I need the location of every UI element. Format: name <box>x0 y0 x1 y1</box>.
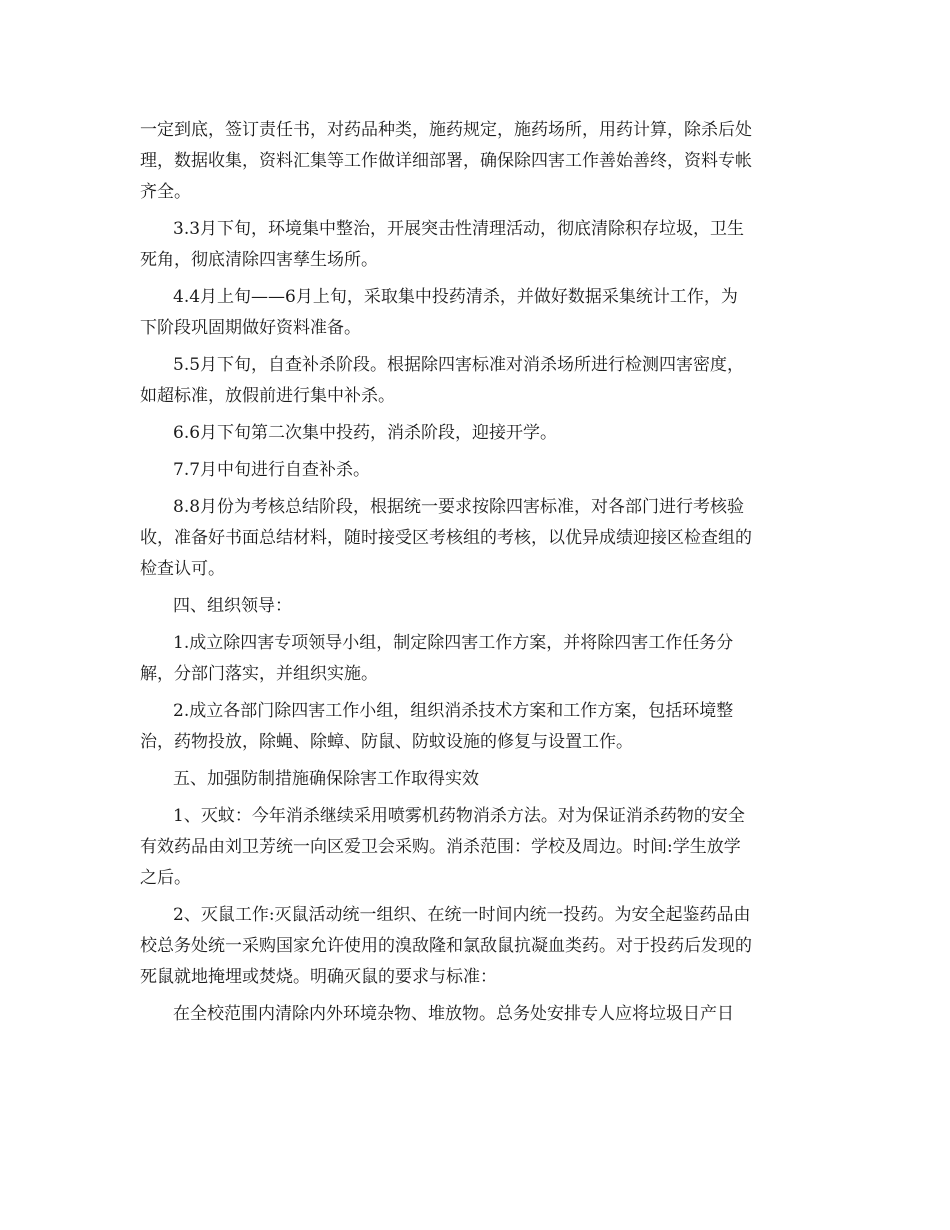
text-line: 2.成立各部门除四害工作小组，组织消杀技术方案和工作方案，包括环境整 <box>173 701 734 721</box>
text-line: 1.成立除四害专项领导小组，制定除四害工作方案，并将除四害工作任务分 <box>173 633 734 653</box>
text-line: 校总务处统一采购国家允许使用的溴敌隆和氯敌鼠抗凝血类药。对于投药后发现的 <box>140 936 752 956</box>
text-line: 7.7月中旬进行自查补杀。 <box>173 460 371 480</box>
text-line: 五、加强防制措施确保除害工作取得实效 <box>173 769 479 789</box>
text-line: 4.4月上旬——6月上旬，采取集中投药清杀，并做好数据采集统计工作，为 <box>173 287 738 307</box>
text-line: 如超标准，放假前进行集中补杀。 <box>140 386 395 406</box>
text-line: 有效药品由刘卫芳统一向区爱卫会采购。消杀范围：学校及周边。时间:学生放学 <box>140 837 741 857</box>
text-line: 齐全。 <box>140 182 191 202</box>
text-line: 之后。 <box>140 868 191 888</box>
text-line: 收，准备好书面总结材料，随时接受区考核组的考核，以优异成绩迎接区检查组的 <box>140 528 752 548</box>
text-line: 5.5月下旬，自查补杀阶段。根据除四害标准对消杀场所进行检测四害密度， <box>173 355 745 375</box>
text-line: 在全校范围内清除内外环境杂物、堆放物。总务处安排专人应将垃圾日产日 <box>173 1004 734 1024</box>
text-line: 四、组织领导： <box>173 596 292 616</box>
text-line: 一定到底，签订责任书，对药品种类，施药规定，施药场所，用药计算，除杀后处 <box>140 120 752 140</box>
text-line: 解，分部门落实，并组织实施。 <box>140 664 378 684</box>
document-body <box>140 115 815 1030</box>
text-line: 治，药物投放，除蝇、除蟑、防鼠、防蚊设施的修复与设置工作。 <box>140 732 633 752</box>
text-line: 2、灭鼠工作:灭鼠活动统一组织、在统一时间内统一投药。为安全起鉴药品由 <box>173 905 751 925</box>
text-line: 1、灭蚊：今年消杀继续采用喷雾机药物消杀方法。对为保证消杀药物的安全 <box>173 806 745 826</box>
text-line: 3.3月下旬，环境集中整治，开展突击性清理活动，彻底清除积存垃圾，卫生 <box>173 219 745 239</box>
text-line: 6.6月下旬第二次集中投药，消杀阶段，迎接开学。 <box>173 423 558 443</box>
text-line: 理，数据收集，资料汇集等工作做详细部署，确保除四害工作善始善终，资料专帐 <box>140 151 752 171</box>
text-line: 死鼠就地掩埋或焚烧。明确灭鼠的要求与标准： <box>140 967 497 987</box>
text-line: 检查认可。 <box>140 559 225 579</box>
text-line: 下阶段巩固期做好资料准备。 <box>140 318 361 338</box>
text-line: 死角，彻底清除四害孳生场所。 <box>140 250 378 270</box>
text-line: 8.8月份为考核总结阶段，根据统一要求按除四害标准，对各部门进行考核验 <box>173 497 745 517</box>
